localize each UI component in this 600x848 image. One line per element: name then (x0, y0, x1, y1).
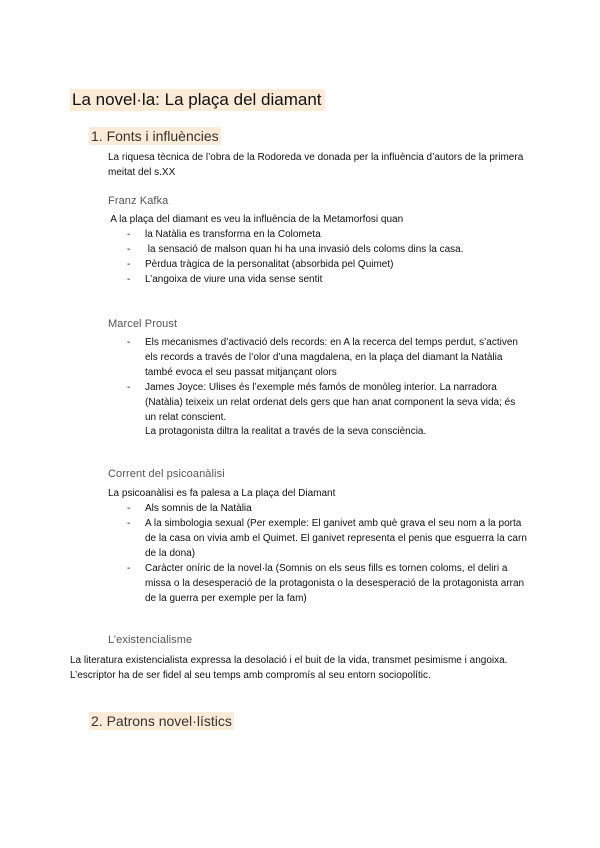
psico-intro: La psicoanàlisi es fa palesa a La plaça del Diamant (108, 488, 336, 499)
list-item: - L’angoixa de viure una vida sense sentit (127, 272, 527, 287)
proust-list (127, 335, 529, 425)
list-item: - la Natàlia es transforma en la Colometa (127, 227, 527, 242)
existencialisme-text: La literatura existencialista expressa la desolació i el buit de la vida, transmet pesimisme i angoixa. L’escriptor ha de ser fidel al seu temps amb compromís al seu entorn sociopolític. (70, 655, 508, 681)
list-item: - Pèrdua tràgica de la personalitat (absorbida pel Quimet) (127, 257, 527, 272)
subheading-proust: Marcel Proust (108, 318, 178, 330)
list-item: - Als somnis de la Natàlia (127, 501, 531, 516)
kafka-intro: A la plaça del diamant es veu la influència de la Metamorfosi quan (108, 214, 404, 225)
subheading-existencialisme: L’existencialisme (108, 634, 193, 646)
list-item: - A la simbologia sexual (Per exemple: El ganivet amb què grava el seu nom a la porta de la casa on vivia amb el Quimet. El ganivet representa el penis que esguerra la carn de la dona) (127, 516, 531, 561)
section-heading-patrons: 2. Patrons novel·lístics (91, 713, 232, 729)
list-item: - la sensació de malson quan hi ha una invasió dels coloms dins la casa. (127, 242, 527, 257)
proust-continuation: La protagonista diltra la realitat a través de la seva consciència. (145, 426, 427, 437)
document-title: La novel·la: La plaça del diamant (70, 89, 325, 111)
subheading-psicoanalisi: Corrent del psicoanàlisi (108, 468, 225, 480)
list-item: - James Joyce: Ulises és l’exemple més famós de monòleg interior. La narradora (Natàlia) teixeix un relat ordenat dels gers que han anat component la seva vida; és un relat conscient. (127, 380, 529, 425)
psico-list (127, 501, 531, 606)
subheading-kafka: Franz Kafka (108, 195, 169, 207)
kafka-list (127, 227, 527, 287)
section-heading-fonts: 1. Fonts i influències (91, 128, 219, 144)
list-item: - Caràcter oníric de la novel·la (Somnis on els seus fills es tornen coloms, el deliri a missa o la desesperació de la protagonista o la desesperació de la protagonista arran de la guerra per exemple per la fam) (127, 561, 531, 606)
section-intro: La riquesa tècnica de l’obra de la Rodoreda ve donada per la influència d’autors de la primera meitat del s.XX (108, 152, 524, 178)
list-item: - Els mecanismes d’activació dels records: en A la recerca del temps perdut, s’activen els records a través de l’olor d’una magdalena, en la plaça del diamant la Natàlia també evoca el seu passat mitjançant olors (127, 335, 529, 380)
